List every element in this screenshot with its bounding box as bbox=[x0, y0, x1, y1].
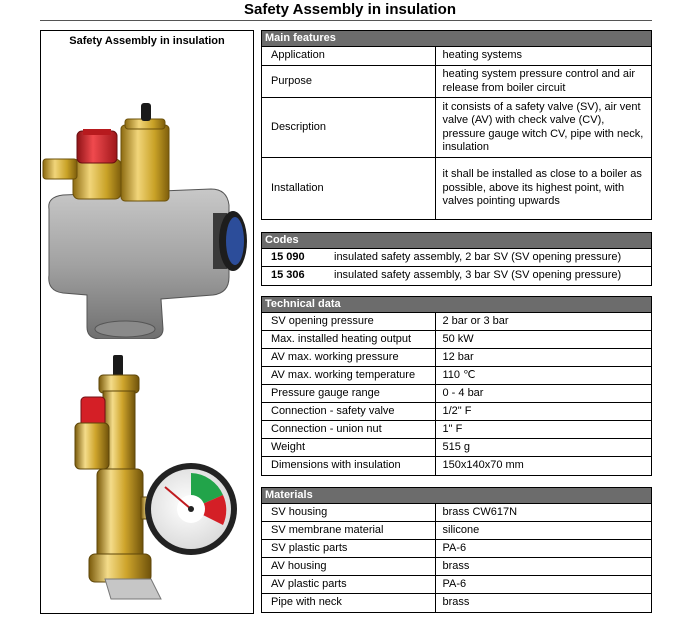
table-row bbox=[262, 47, 651, 66]
material-value: silicone bbox=[435, 522, 651, 540]
materials-header: Materials bbox=[262, 488, 651, 503]
spec-value: 12 bar bbox=[435, 349, 651, 367]
product-image-panel bbox=[40, 30, 254, 614]
feature-value: heating system pressure control and air release from boiler circuit bbox=[435, 66, 651, 98]
material-label: AV plastic parts bbox=[262, 576, 435, 594]
spec-label: Connection - safety valve bbox=[262, 403, 435, 421]
technical-data-table bbox=[262, 312, 651, 475]
table-row bbox=[262, 66, 651, 98]
table-row bbox=[262, 457, 651, 475]
title-rule bbox=[40, 20, 652, 21]
table-row bbox=[262, 576, 651, 594]
spec-label: Connection - union nut bbox=[262, 421, 435, 439]
product-code: 15 090 bbox=[262, 249, 326, 267]
spec-value: 1/2" F bbox=[435, 403, 651, 421]
spec-value: 1" F bbox=[435, 421, 651, 439]
material-value: brass bbox=[435, 594, 651, 612]
table-row bbox=[262, 249, 651, 267]
table-row bbox=[262, 158, 651, 219]
table-row bbox=[262, 522, 651, 540]
feature-value: it consists of a safety valve (SV), air vent valve (AV) with check valve (CV), pressure gauge witch CV, pipe with neck, insulation bbox=[435, 98, 651, 158]
table-row bbox=[262, 439, 651, 457]
spec-label: Pressure gauge range bbox=[262, 385, 435, 403]
spec-value: 50 kW bbox=[435, 331, 651, 349]
main-features-table bbox=[262, 46, 651, 219]
table-row bbox=[262, 403, 651, 421]
spec-value: 515 g bbox=[435, 439, 651, 457]
table-row bbox=[262, 558, 651, 576]
table-row bbox=[262, 267, 651, 285]
feature-label: Description bbox=[262, 98, 435, 158]
spec-value: 2 bar or 3 bar bbox=[435, 313, 651, 331]
table-row bbox=[262, 349, 651, 367]
technical-data-section bbox=[261, 296, 652, 476]
material-value: brass CW617N bbox=[435, 504, 651, 522]
table-row bbox=[262, 594, 651, 612]
table-row bbox=[262, 98, 651, 158]
material-label: AV housing bbox=[262, 558, 435, 576]
material-label: SV housing bbox=[262, 504, 435, 522]
product-code: 15 306 bbox=[262, 267, 326, 285]
safety-assembly-brass-image bbox=[41, 349, 253, 604]
material-label: SV membrane material bbox=[262, 522, 435, 540]
feature-label: Purpose bbox=[262, 66, 435, 98]
spec-label: Weight bbox=[262, 439, 435, 457]
material-value: brass bbox=[435, 558, 651, 576]
main-features-header: Main features bbox=[262, 31, 651, 46]
table-row bbox=[262, 313, 651, 331]
page-title: Safety Assembly in insulation bbox=[244, 1, 456, 18]
table-row bbox=[262, 367, 651, 385]
product-panel-title: Safety Assembly in insulation bbox=[69, 35, 225, 47]
table-row bbox=[262, 421, 651, 439]
table-row bbox=[262, 540, 651, 558]
table-row bbox=[262, 331, 651, 349]
main-features-section bbox=[261, 30, 652, 220]
technical-data-header: Technical data bbox=[262, 297, 651, 312]
safety-assembly-insulated-image bbox=[41, 89, 253, 339]
spec-label: AV max. working temperature bbox=[262, 367, 435, 385]
product-code-description: insulated safety assembly, 3 bar SV (SV opening pressure) bbox=[326, 267, 651, 285]
table-row bbox=[262, 385, 651, 403]
materials-table bbox=[262, 503, 651, 612]
feature-label: Installation bbox=[262, 158, 435, 219]
spec-value: 0 - 4 bar bbox=[435, 385, 651, 403]
feature-value: heating systems bbox=[435, 47, 651, 66]
product-code-description: insulated safety assembly, 2 bar SV (SV opening pressure) bbox=[326, 249, 651, 267]
codes-section bbox=[261, 232, 652, 286]
spec-label: AV max. working pressure bbox=[262, 349, 435, 367]
codes-header: Codes bbox=[262, 233, 651, 248]
material-label: SV plastic parts bbox=[262, 540, 435, 558]
feature-label: Application bbox=[262, 47, 435, 66]
spec-label: SV opening pressure bbox=[262, 313, 435, 331]
codes-table bbox=[262, 248, 651, 285]
table-row bbox=[262, 504, 651, 522]
materials-section bbox=[261, 487, 652, 613]
material-value: PA-6 bbox=[435, 540, 651, 558]
material-value: PA-6 bbox=[435, 576, 651, 594]
material-label: Pipe with neck bbox=[262, 594, 435, 612]
spec-value: 110 ℃ bbox=[435, 367, 651, 385]
spec-value: 150x140x70 mm bbox=[435, 457, 651, 475]
spec-label: Max. installed heating output bbox=[262, 331, 435, 349]
feature-value: it shall be installed as close to a boiler as possible, above its highest point, with valves pointing upwards bbox=[435, 158, 651, 219]
spec-label: Dimensions with insulation bbox=[262, 457, 435, 475]
